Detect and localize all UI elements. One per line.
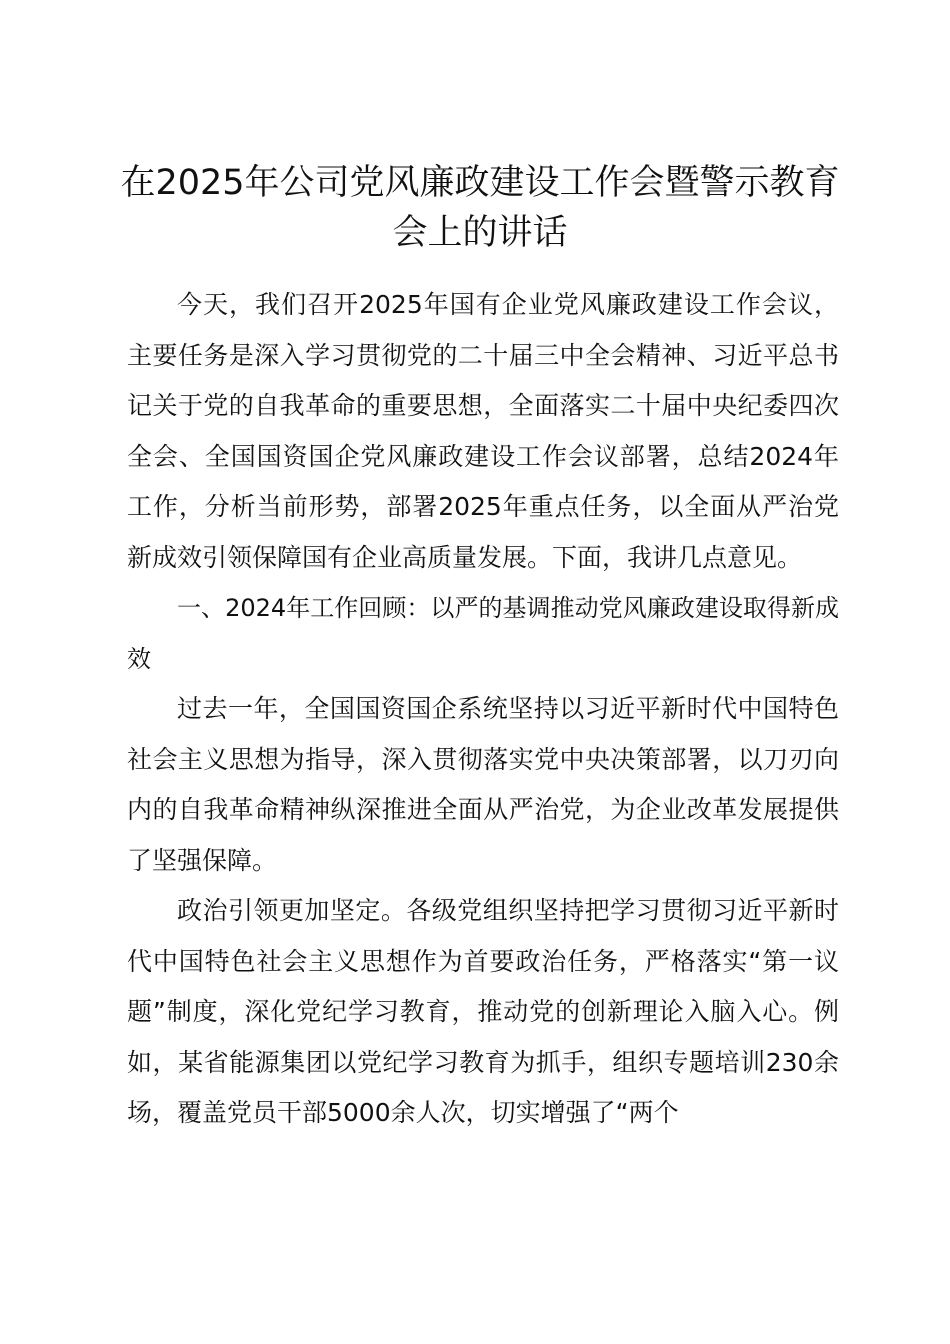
document-title: 在2025年公司党风廉政建设工作会暨警示教育会上的讲话: [120, 163, 840, 253]
section-heading-1: 一、2024年工作回顾：以严的基调推动党风廉政建设取得新成效: [127, 594, 839, 673]
paragraph-intro: 今天，我们召开2025年国有企业党风廉政建设工作会议，主要任务是深入学习贯彻党的二十届三中全会精神、习近平总书记关于党的自我革命的重要思想，全面落实二十届中央纪委四次全会、全国国资国企党风廉政建设工作会议部署，总结2024年工作，分析当前形势，部署2025年重点任务，以全面从严治党新成效引领保障国有企业高质量发展。下面，我讲几点意见。: [127, 290, 839, 572]
paragraph-political-guidance: 政治引领更加坚定。各级党组织坚持把学习贯彻习近平新时代中国特色社会主义思想作为首要政治任务，严格落实“第一议题”制度，深化党纪学习教育，推动党的创新理论入脑入心。例如，某省能源集团以党纪学习教育为抓手，组织专题培训230余场，覆盖党员干部5000余人次，切实增强了“两个: [127, 896, 839, 1127]
paragraph-review: 过去一年，全国国资国企系统坚持以习近平新时代中国特色社会主义思想为指导，深入贯彻落实党中央决策部署，以刀刃向内的自我革命精神纵深推进全面从严治党，为企业改革发展提供了坚强保障。: [127, 694, 839, 875]
document-body: [127, 280, 839, 1139]
